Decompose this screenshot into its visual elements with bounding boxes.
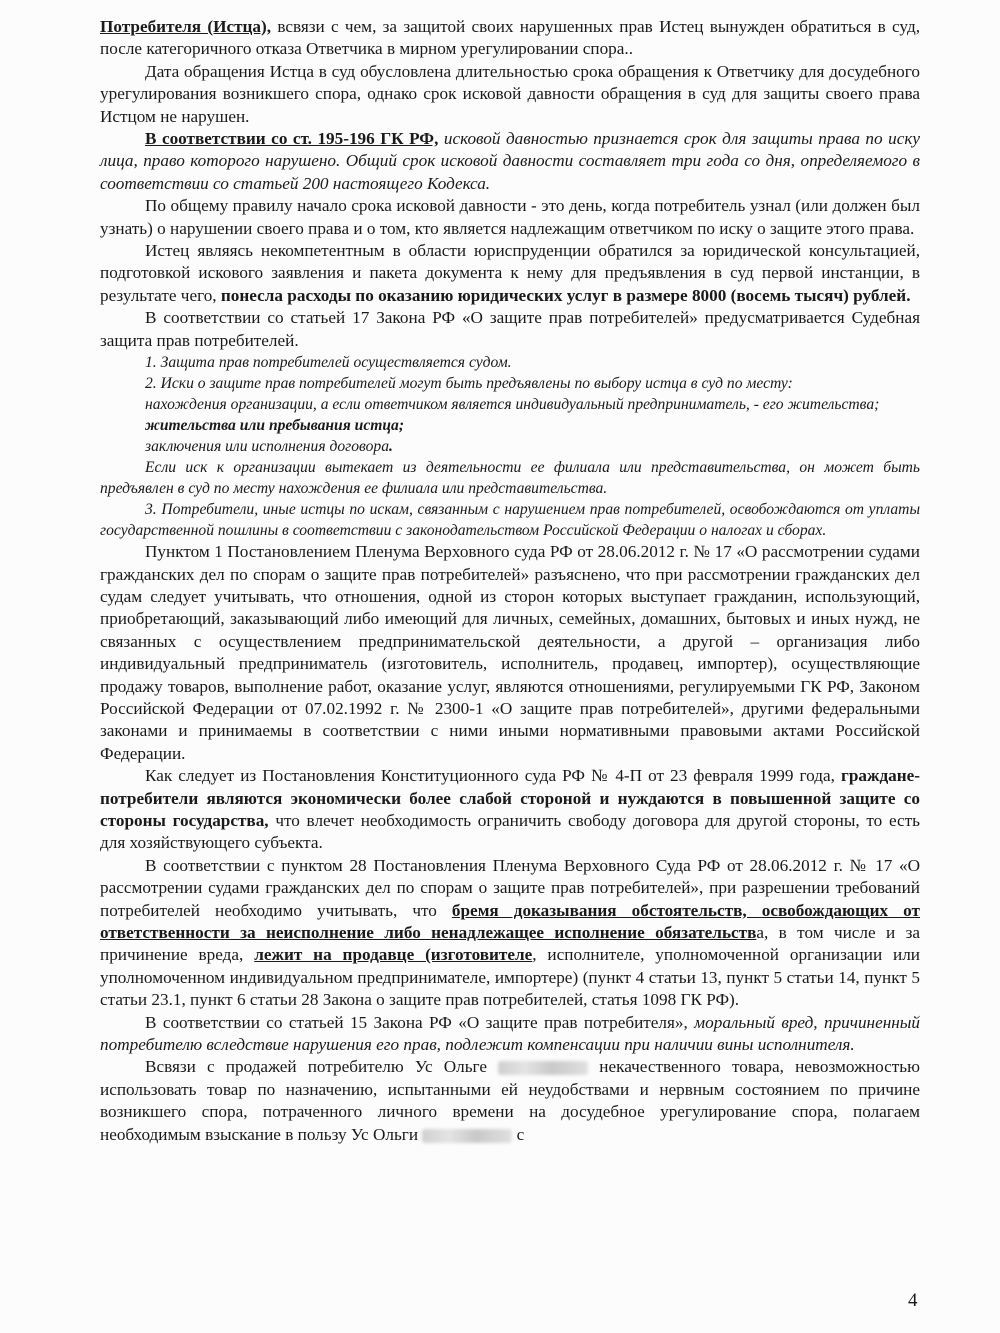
weaker-party-text: граждане-потребители являются экономически более слабой стороной и нуждаются в повышенной защите со стороны государства,: [100, 766, 920, 830]
paragraph-7: Пунктом 1 Постановлением Пленума Верховного суда РФ от 28.06.2012 г. № 17 «О рассмотрении судами гражданских дел по спорам о защите прав потребителей» разъяснено, что при рассмотрении гражданских дел судам следует учитывать, что отношения, одной из сторон которых выступает гражданин, использующий, приобретающий, заказывающий либо имеющий для личных, семейных, домашних, бытовых и иных нужд, не связанных с осуществлением предпринимательской деятельности, а другой – организация либо индивидуальный предприниматель (изготовитель, исполнитель, продавец, импортер), осуществляющие продажу товаров, выполнение работ, оказание услуг, являются отношениями, регулируемыми ГК РФ, Законом Российской Федерации от 07.02.1992 г. № 2300-1 «О защите прав потребителей», другими федеральными законами и принимаемы в соответствии с ними иными нормативными правовыми актами Российской Федерации.: [100, 542, 920, 763]
seller-liability-text: лежит на продавце (изготовителе: [254, 945, 533, 965]
paragraph-8-text: Как следует из Постановления Конституционного суда РФ № 4-П от 23 февраля 1999 года,: [145, 766, 842, 786]
moral-damage-quote: моральный вред, причиненный потребителю вследствие нарушения его прав, подлежит компенсации при наличии вины исполнителя.: [100, 1012, 920, 1055]
paragraph-11: [100, 1056, 920, 1146]
paragraph-8: [100, 765, 920, 855]
redacted-surname-1: [498, 1061, 588, 1075]
law-item-4: жительства или пребывания истца;: [145, 417, 405, 435]
paragraph-5-text: Истец являясь некомпетентным в области юриспруденции обратился за юридической консультацией, подготовкой искового заявления и пакета документа к нему для предъявления в суд первой инстанции, в результате чего,: [100, 241, 920, 305]
paragraph-9-text: В соответствии с пунктом 28 Постановления Пленума Верховного Суда РФ от 28.06.2012 г. № 17 «О рассмотрении судами гражданских дел по спорам о защите прав потребителей», при разрешении требований потребителей необходимо учитывать, что: [100, 855, 920, 920]
law-item-5-dot: .: [389, 438, 393, 456]
consumer-plaintiff-heading: Потребителя (Истца),: [100, 17, 272, 36]
law-item-1: 1. Защита прав потребителей осуществляется судом.: [145, 354, 512, 372]
article-195-quote: исковой давностью признается срок для защиты права по иску лица, право которого нарушено. Общий срок исковой давности составляет три года со дня, определяемого в соответствии со статьей 200 настоящего Кодекса.: [100, 129, 920, 193]
paragraph-11-text-1: Всвязи с продажей потребителю Ус Ольге: [145, 1057, 499, 1077]
legal-expenses-text: понесла расходы по оказанию юридических услуг в размере 8000 (восемь тысяч) рублей.: [220, 285, 911, 305]
paragraph-9-mid: а, в том числе и за причинение вреда,: [100, 923, 920, 965]
paragraph-10: [100, 1012, 920, 1057]
redacted-surname-2: [422, 1129, 512, 1143]
paragraph-1-text: всвязи с чем, за защитой своих нарушенных прав Истец вынужден обратиться в суд, после категоричного отказа Ответчика в мирном урегулировании спора..: [100, 17, 920, 59]
document-body: [100, 16, 920, 1146]
paragraph-2: Дата обращения Истца в суд обусловлена длительностью срока обращения к Ответчику для досудебного урегулирования возникшего спора, однако срок исковой давности обращения в суд для защиты своего права Истцом не нарушен.: [100, 61, 920, 126]
law-item-3: нахождения организации, а если ответчиком является индивидуальный предприниматель, - его жительства;: [145, 396, 880, 414]
paragraph-8-rest: что влечет необходимость ограничить свободу договора для другой стороны, то есть для хозяйствующего субъекта.: [100, 810, 921, 853]
law-item-5-text: заключения или исполнения договора: [145, 438, 389, 456]
law-item-6: Если иск к организации вытекает из деятельности ее филиала или представительства, он может быть предъявлен в суд по месту нахождения ее филиала или представительства.: [100, 459, 920, 498]
law-item-7: 3. Потребители, иные истцы по искам, связанным с нарушением прав потребителей, освобождаются от уплаты государственной пошлины в соответствии с законодательством Российской Федерации о налогах и сборах.: [100, 501, 920, 540]
law-item-5: [100, 436, 920, 457]
paragraph-5: [100, 240, 920, 307]
law-item-2: 2. Иски о защите прав потребителей могут быть предъявлены по выбору истца в суд по месту:: [145, 375, 793, 393]
paragraph-9: [100, 855, 920, 1012]
paragraph-11-text-2: некачественного товара, невозможностью использовать товар по назначению, испытанными ей неудобствами и нервным состоянием по причине возникшего спора, потраченного личного времени на досудебное урегулирование спора, полагаем необходимым взыскание в пользу Ус Ольги: [100, 1057, 920, 1144]
paragraph-11-text-3: с: [512, 1124, 525, 1144]
paragraph-3: [100, 128, 920, 195]
paragraph-9-rest: , исполнителе, уполномоченной организации или уполномоченном индивидуальном предпринимателе, импортере) (пункт 4 статьи 13, пункт 5 статьи 14, пункт 5 статьи 23.1, пункт 6 статьи 28 Закона о защите прав потребителей, статья 1098 ГК РФ).: [100, 945, 920, 1010]
article-195-heading: В соответствии со ст. 195-196 ГК РФ,: [145, 129, 439, 149]
paragraph-10-text: В соответствии со статьей 15 Закона РФ «О защите прав потребителя»,: [145, 1012, 695, 1032]
page-number: 4: [908, 1290, 918, 1311]
paragraph-4: По общему правилу начало срока исковой давности - это день, когда потребитель узнал (или должен был узнать) о нарушении своего права и о том, кто является надлежащим ответчиком по иску о защите этого права.: [100, 196, 920, 238]
paragraph-6: В соответствии со статьей 17 Закона РФ «О защите прав потребителей» предусматривается Судебная защита прав потребителей.: [100, 308, 920, 350]
paragraph-1: [100, 16, 920, 61]
burden-of-proof-text: бремя доказывания обстоятельств, освобождающих от ответственности за неисполнение либо ненадлежащее исполнение обязательств: [100, 900, 920, 942]
